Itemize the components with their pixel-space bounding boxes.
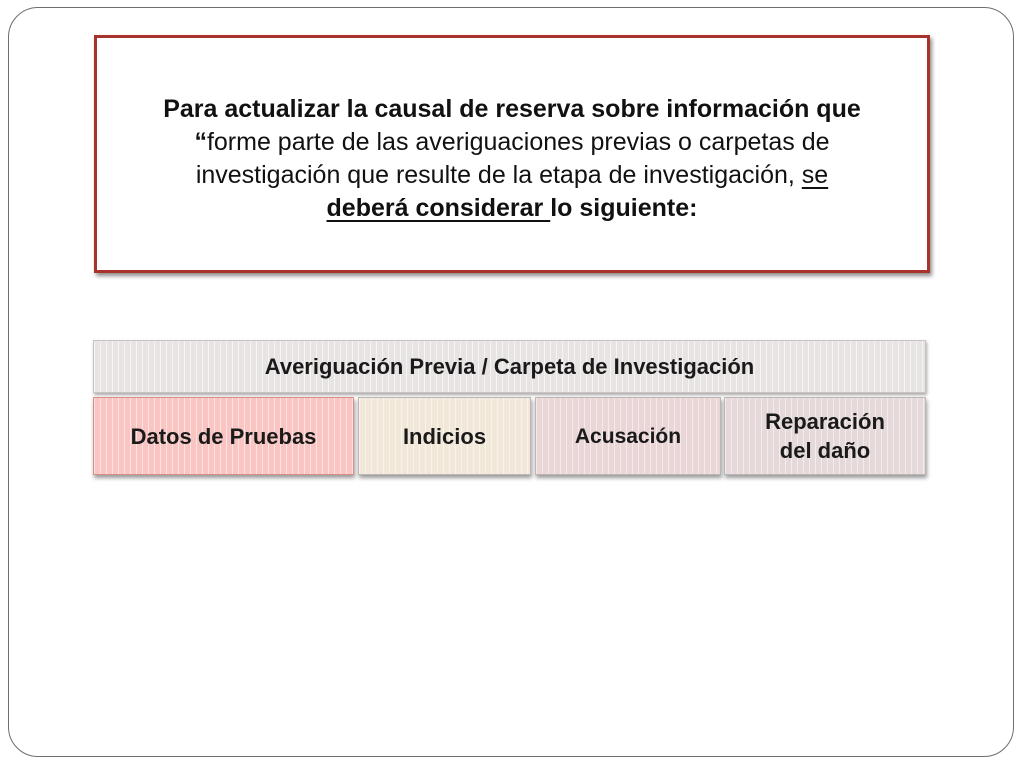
callout-text — [97, 93, 927, 225]
callout-box — [94, 35, 930, 273]
callout-line-1: Para actualizar la causal de reserva sobre información que — [163, 95, 861, 123]
callout-line-2-text: forme parte de las averiguaciones previas o carpetas de — [206, 128, 830, 156]
item-reparacion-text — [765, 407, 885, 465]
callout-underlined-consider: deberá considerar — [326, 194, 551, 222]
item-acusacion: Acusación — [535, 397, 721, 475]
item-reparacion-line-1: Reparación — [765, 409, 885, 434]
diagram-header: Averiguación Previa / Carpeta de Investigación — [93, 340, 926, 393]
callout-underlined-se: se — [801, 161, 829, 189]
callout-quote-mark: “ — [194, 128, 207, 156]
item-reparacion-del-dano — [724, 397, 926, 475]
callout-line-4-text: lo siguiente: — [550, 194, 698, 222]
callout-line-2 — [97, 126, 927, 159]
callout-line-3-text: investigación que resulte de la etapa de investigación, — [195, 161, 802, 189]
item-indicios: Indicios — [358, 397, 531, 475]
item-reparacion-line-2: del daño — [779, 438, 871, 463]
callout-line-4 — [97, 192, 927, 225]
item-datos-de-pruebas: Datos de Pruebas — [93, 397, 354, 475]
callout-line-3 — [97, 159, 927, 192]
